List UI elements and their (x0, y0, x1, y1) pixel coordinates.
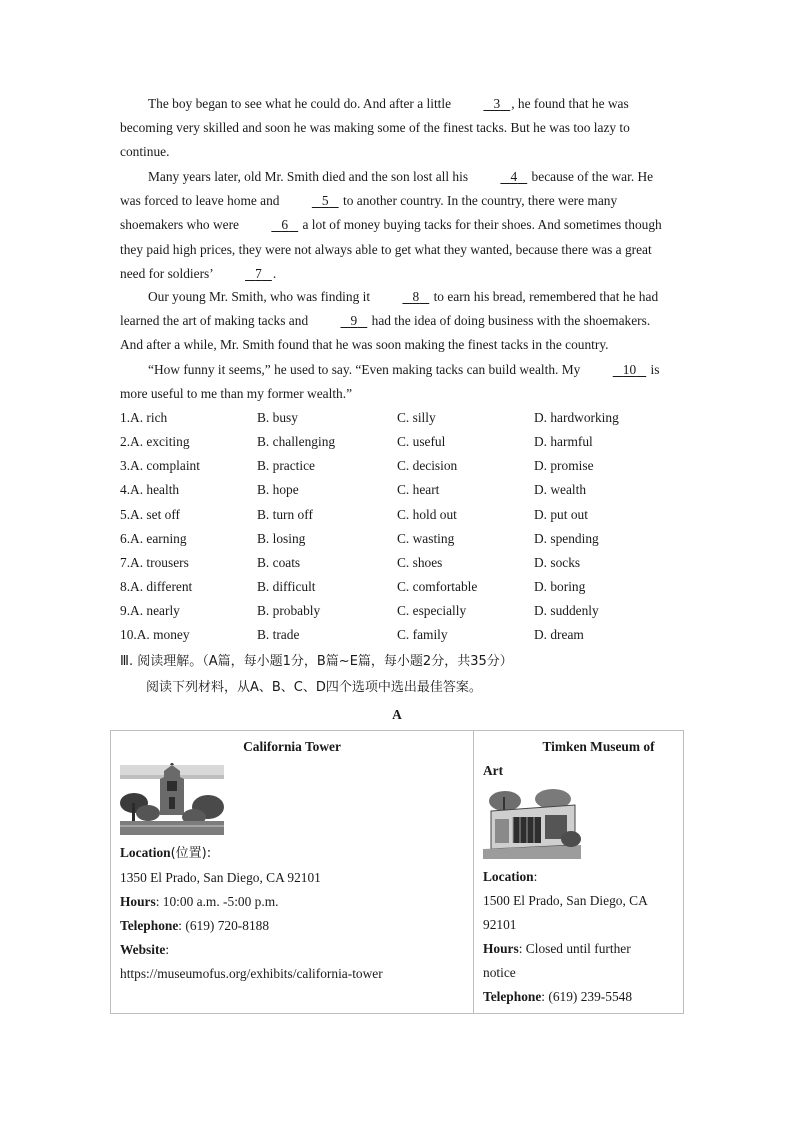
passage-text: , he found that he was becoming very skilled and soon he was making some of the finest tacks. But he was too lazy to continue. (120, 96, 630, 160)
option-d: D. socks (534, 555, 581, 570)
option-d: D. promise (534, 458, 594, 473)
telephone-line (120, 914, 464, 938)
option-a: 10.A. money (120, 627, 190, 642)
passage-paragraph-1 (120, 92, 666, 165)
location-chinese: (位置): (170, 846, 212, 861)
telephone-value: : (619) 239-5548 (541, 989, 633, 1004)
option-b: B. busy (257, 410, 298, 425)
hours-continued: notice (483, 965, 516, 980)
telephone-label: Telephone (120, 918, 179, 933)
hours-line (120, 890, 464, 914)
hours-value: : 10:00 a.m. -5:00 p.m. (155, 894, 279, 909)
location-label: Location (120, 845, 171, 860)
option-d: D. harmful (534, 434, 593, 449)
option-a: 1.A. rich (120, 410, 168, 425)
option-b: B. difficult (257, 579, 316, 594)
option-b: B. losing (257, 531, 306, 546)
address: 1350 El Prado, San Diego, CA 92101 (120, 870, 321, 885)
option-c: C. useful (397, 434, 446, 449)
website-line: Website: (120, 942, 170, 957)
blank-8: 8 (412, 289, 420, 304)
telephone-value: : (619) 720-8188 (178, 918, 270, 933)
option-d: D. hardworking (534, 410, 619, 425)
option-c: C. especially (397, 603, 467, 618)
blank-9: 9 (350, 313, 358, 329)
blank-10: 10 (622, 362, 637, 377)
hours-value: : Closed until further (518, 941, 631, 956)
address-line-1: 1500 El Prado, San Diego, CA (483, 893, 648, 908)
timken-museum-card (474, 731, 684, 1014)
telephone-line (483, 985, 674, 1009)
card-title: Timken Museum of (542, 739, 655, 754)
location-label: Location (483, 869, 534, 884)
timken-museum-photo (483, 787, 581, 859)
california-tower-card (111, 731, 474, 1014)
card-title: California Tower (243, 739, 341, 754)
blank-3: 3 (493, 96, 501, 111)
option-d: D. dream (534, 627, 584, 642)
website-url: https://museumofus.org/exhibits/california-tower (120, 966, 383, 981)
blank-5: 5 (321, 193, 329, 209)
option-a: 8.A. different (120, 579, 193, 594)
option-row-2 (120, 430, 680, 454)
option-b: B. coats (257, 555, 301, 570)
option-d: D. suddenly (534, 603, 599, 618)
option-d: D. spending (534, 531, 599, 546)
blank-6: 6 (281, 217, 289, 233)
option-row-3 (120, 454, 680, 478)
option-a: 9.A. nearly (120, 603, 180, 618)
passage-paragraph-3: Our young Mr. Smith, who was finding it 8 to earn his bread, remembered that he had learned the art of making tacks and 9 had the idea of doing business with the shoemakers. And after a while, Mr. Smith found that he was soon making the finest tacks in the country. (120, 285, 666, 358)
option-b: B. hope (257, 482, 299, 497)
option-b: B. turn off (257, 507, 313, 522)
option-a: 6.A. earning (120, 531, 187, 546)
option-a: 4.A. health (120, 482, 180, 497)
option-row-5 (120, 503, 680, 527)
option-row-9 (120, 599, 680, 623)
california-tower-photo (120, 763, 224, 835)
option-b: B. practice (257, 458, 315, 473)
option-d: D. put out (534, 507, 588, 522)
option-a: 2.A. exciting (120, 434, 190, 449)
option-c: C. family (397, 627, 448, 642)
option-d: D. boring (534, 579, 586, 594)
option-row-6 (120, 527, 680, 551)
section-instruction: 阅读下列材料，从A、B、C、D四个选项中选出最佳答案。 (146, 680, 482, 695)
website-label: Website (120, 942, 166, 957)
option-a: 7.A. trousers (120, 555, 189, 570)
part-label: A (392, 707, 402, 722)
option-d: D. wealth (534, 482, 587, 497)
passage-paragraph-4: “How funny it seems,” he used to say. “Even making tacks can build wealth. My 10 is more useful to me than my former wealth.” (120, 358, 666, 406)
hours-line (483, 937, 674, 961)
option-b: B. probably (257, 603, 321, 618)
option-row-7 (120, 551, 680, 575)
card-title-continued: Art (483, 763, 504, 778)
option-c: C. silly (397, 410, 436, 425)
blank-7: 7 (255, 265, 262, 281)
option-row-10 (120, 623, 680, 647)
option-a: 5.A. set off (120, 507, 181, 522)
passage-paragraph-2: Many years later, old Mr. Smith died and the son lost all his 4 because of the war. He was forced to leave home and 5 to another country. In the country, there were many shoemakers who were 6 a lot of money buying tacks for their shoes. And sometimes though they paid high prices, they were not always able to get what they wanted, because there was a great need for soldiers’ 7 . (120, 165, 666, 286)
option-b: B. trade (257, 627, 300, 642)
section-heading: Ⅲ. 阅读理解。（A篇，每小题1分，B篇~E篇，每小题2分，共35分） (120, 654, 513, 669)
option-c: C. shoes (397, 555, 443, 570)
option-c: C. heart (397, 482, 440, 497)
address-line-2: 92101 (483, 917, 517, 932)
option-a: 3.A. complaint (120, 458, 200, 473)
hours-label: Hours (120, 894, 156, 909)
option-c: C. wasting (397, 531, 455, 546)
option-c: C. comfortable (397, 579, 478, 594)
option-c: C. hold out (397, 507, 457, 522)
attractions-table (110, 730, 684, 1014)
option-b: B. challenging (257, 434, 336, 449)
option-row-4 (120, 478, 680, 502)
hours-label: Hours (483, 941, 519, 956)
location-line: Location: (483, 869, 538, 884)
passage-text: The boy began to see what he could do. And after a little (148, 96, 455, 111)
location-line (120, 841, 464, 866)
option-row-8 (120, 575, 680, 599)
option-c: C. decision (397, 458, 458, 473)
option-row-1 (120, 406, 680, 430)
blank-4: 4 (510, 169, 518, 184)
telephone-label: Telephone (483, 989, 542, 1004)
